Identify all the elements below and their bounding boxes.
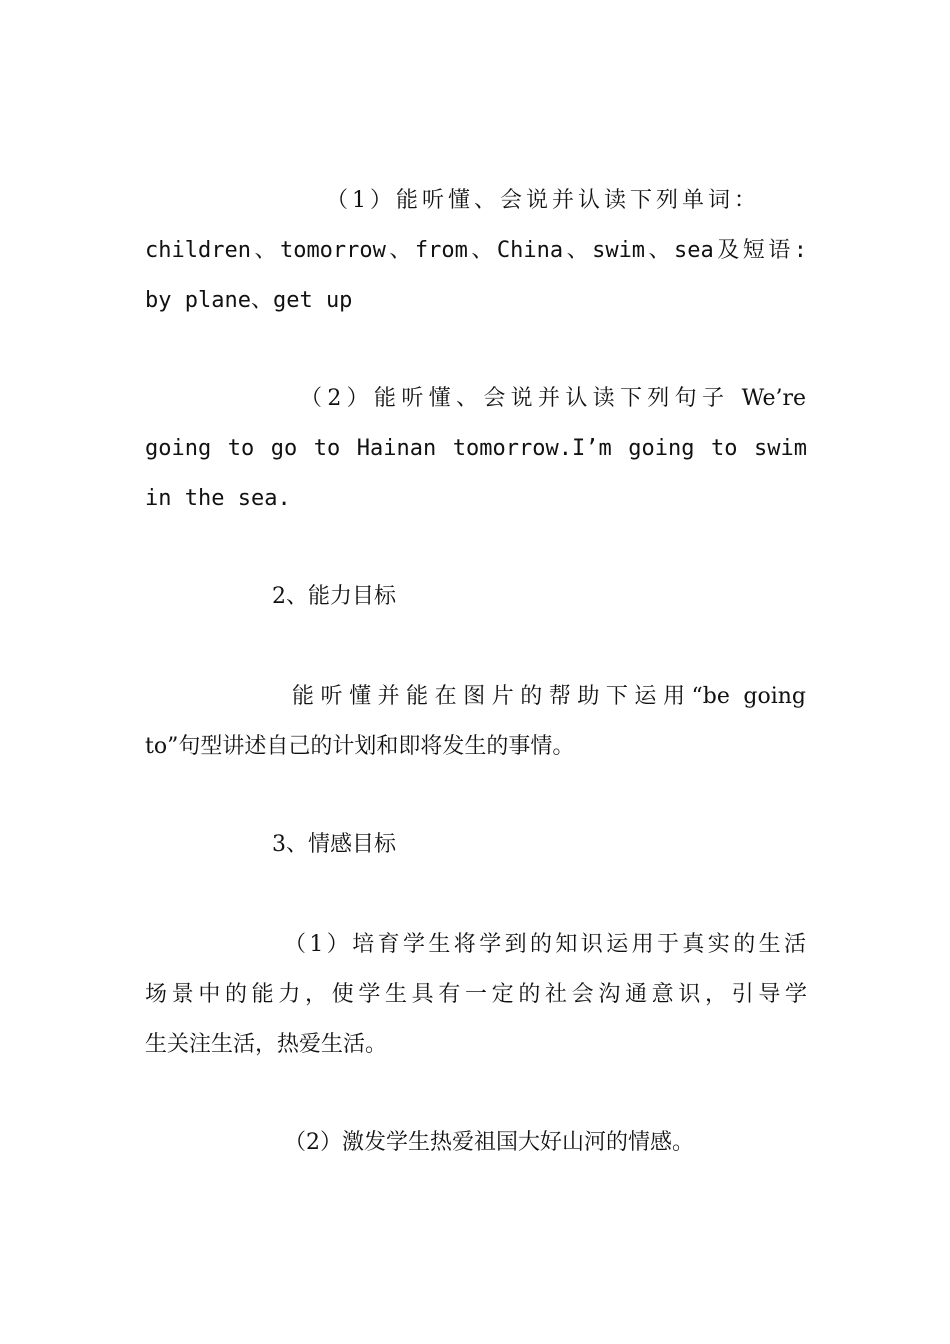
ability-line-2: to”句型讲述自己的计划和即将发生的事情。	[145, 734, 575, 759]
emotion-item1-line-3: 生关注生活，热爱生活。	[145, 1032, 388, 1057]
ability-line-1: 能听懂并能在图片的帮助下运用“be going	[292, 684, 806, 709]
sentence-line-3: in the sea.	[145, 486, 291, 511]
vocab-line-2: children、tomorrow、from、China、swim、sea及短语:	[145, 238, 807, 263]
vocab-line-3: by plane、get up	[145, 288, 353, 313]
emotion-item2: （2）激发学生热爱祖国大好山河的情感。	[284, 1130, 694, 1155]
emotion-heading: 3、情感目标	[272, 832, 396, 857]
emotion-item1-line-2: 场景中的能力，使学生具有一定的社会沟通意识，引导学	[145, 982, 807, 1007]
sentence-line-1: （2）能听懂、会说并认读下列句子 We’re	[300, 386, 806, 411]
sentence-line-2: going to go to Hainan tomorrow.I’m going to swim	[145, 436, 807, 461]
vocab-line-1: （1）能听懂、会说并认读下列单词：	[326, 188, 760, 213]
emotion-item1-line-1: （1）培育学生将学到的知识运用于真实的生活	[284, 932, 806, 957]
ability-heading: 2、能力目标	[272, 584, 396, 609]
